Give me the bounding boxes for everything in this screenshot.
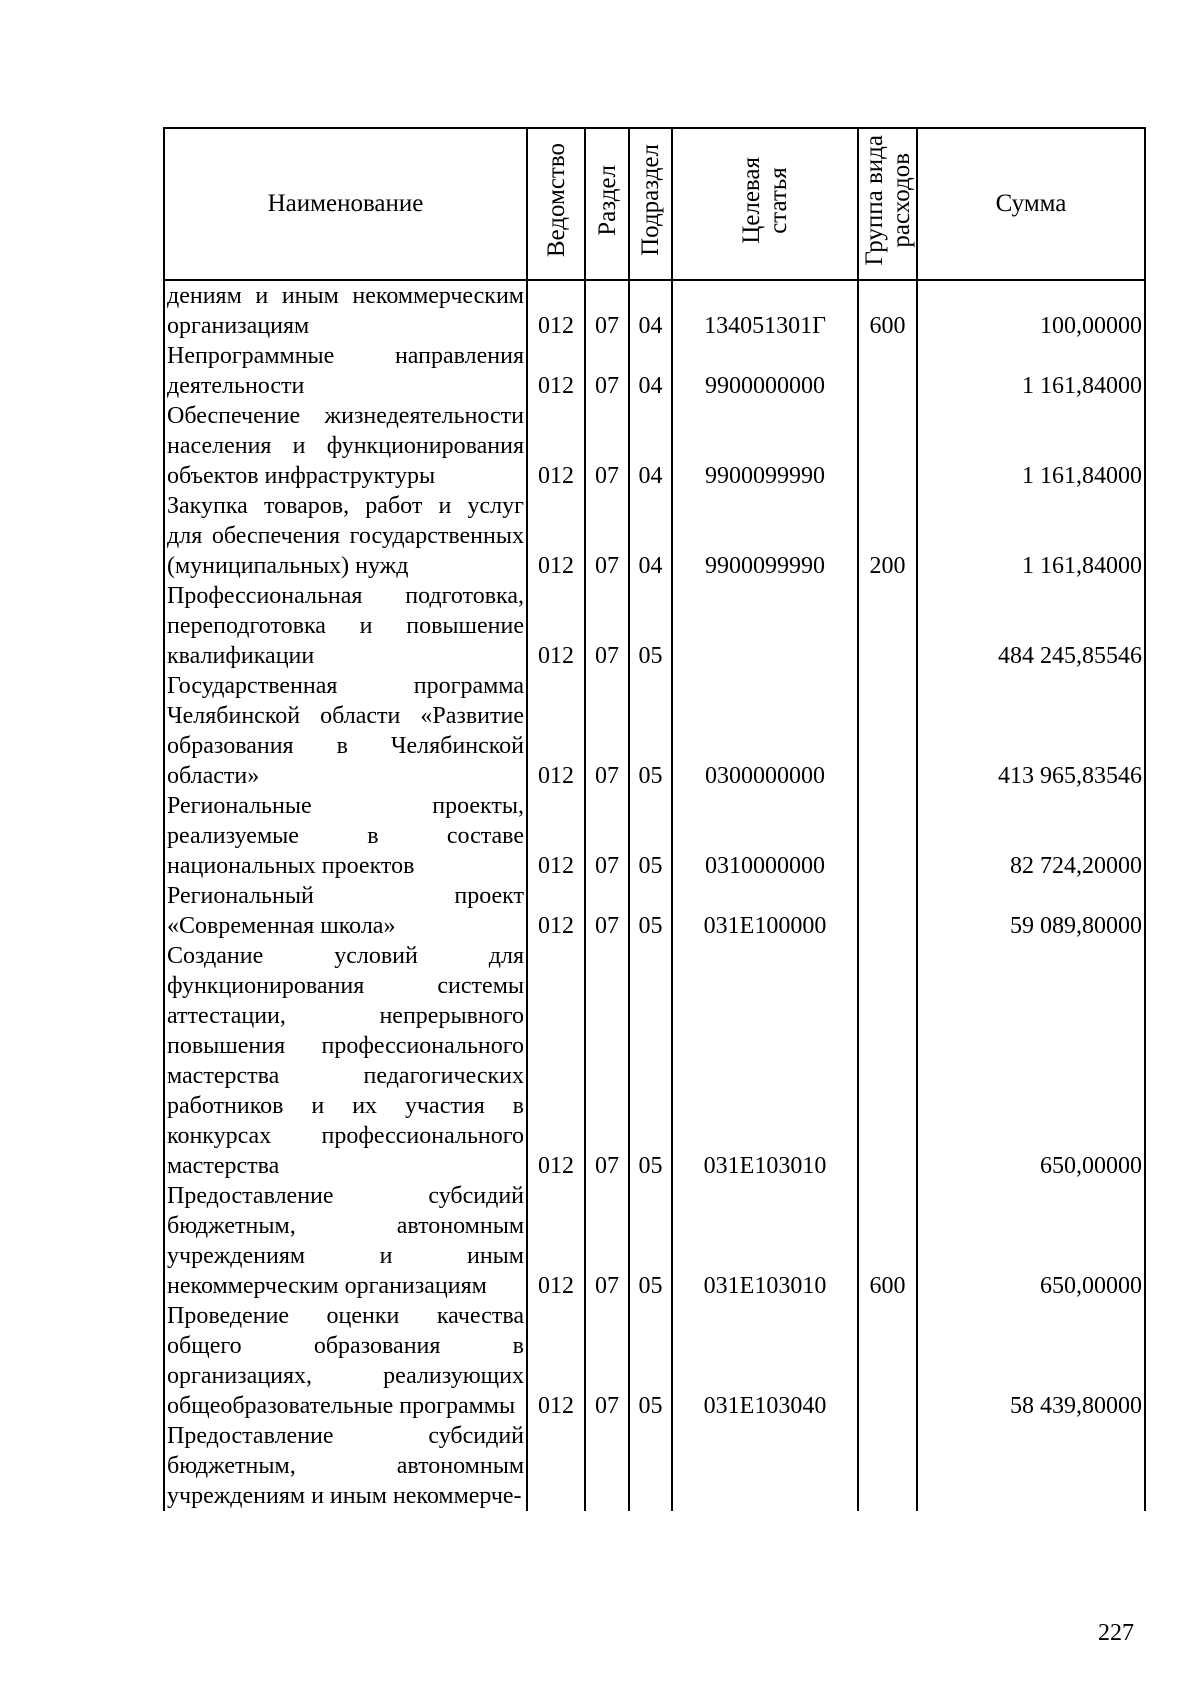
department-cell: 012	[527, 881, 585, 941]
name-cell: Закупка товаров, работ и услуг для обеспечения государственных (муниципальных) нужд	[164, 491, 527, 581]
name-cell: Профессиональная подготовка, переподготовка и повышение квалификации	[164, 581, 527, 671]
section-cell: 07	[585, 1301, 629, 1421]
department-cell: 012	[527, 671, 585, 791]
section-cell: 07	[585, 941, 629, 1181]
expense-group-cell: 600	[858, 1181, 917, 1301]
expense-group-cell	[858, 941, 917, 1181]
table-row	[164, 581, 1145, 671]
department-cell: 012	[527, 491, 585, 581]
name-cell: Непрограммные направления деятельности	[164, 341, 527, 401]
subsection-cell: 05	[629, 1181, 672, 1301]
expense-group-cell	[858, 401, 917, 491]
amount-cell: 1 161,84000	[917, 401, 1145, 491]
subsection-cell: 05	[629, 581, 672, 671]
expense-group-cell: 200	[858, 491, 917, 581]
expense-group-cell	[858, 881, 917, 941]
section-cell: 07	[585, 280, 629, 341]
expense-group-cell	[858, 1301, 917, 1421]
department-cell: 012	[527, 341, 585, 401]
header-target-article: Целевая статья	[672, 128, 858, 280]
expense-group-cell	[858, 791, 917, 881]
target-article-cell	[672, 581, 858, 671]
target-article-cell: 9900099990	[672, 491, 858, 581]
budget-table	[163, 127, 1146, 1511]
target-article-cell: 031E103040	[672, 1301, 858, 1421]
amount-cell: 82 724,20000	[917, 791, 1145, 881]
name-cell: Государственная программа Челябинской области «Развитие образования в Челябинской области»	[164, 671, 527, 791]
section-cell: 07	[585, 341, 629, 401]
name-cell: Создание условий для функционирования системы аттестации, непрерывного повышения профессионального мастерства педагогических работников и их участия в конкурсах профессионального мастерства	[164, 941, 527, 1181]
section-cell: 07	[585, 581, 629, 671]
target-article-cell: 0300000000	[672, 671, 858, 791]
name-cell: Предоставление субсидий бюджетным, автономным учреждениям и иным некоммерче-	[164, 1421, 527, 1511]
department-cell: 012	[527, 581, 585, 671]
table-row	[164, 1421, 1145, 1511]
expense-group-cell: 600	[858, 280, 917, 341]
section-cell: 07	[585, 671, 629, 791]
header-department: Ведомство	[527, 128, 585, 280]
department-cell: 012	[527, 1301, 585, 1421]
amount-cell: 100,00000	[917, 280, 1145, 341]
target-article-cell: 031E100000	[672, 881, 858, 941]
subsection-cell: 05	[629, 941, 672, 1181]
section-cell	[585, 1421, 629, 1511]
page-number: 227	[1098, 1620, 1134, 1646]
subsection-cell: 05	[629, 791, 672, 881]
header-expense-group: Группа вида расходов	[858, 128, 917, 280]
name-cell: Обеспечение жизнедеятельности населения и функционирования объектов инфраструктуры	[164, 401, 527, 491]
expense-group-cell	[858, 1421, 917, 1511]
target-article-cell: 031E103010	[672, 941, 858, 1181]
table-header	[164, 128, 1145, 280]
target-article-cell: 9900099990	[672, 401, 858, 491]
header-section: Раздел	[585, 128, 629, 280]
amount-cell: 484 245,85546	[917, 581, 1145, 671]
amount-cell: 58 439,80000	[917, 1301, 1145, 1421]
header-name: Наименование	[164, 128, 527, 280]
department-cell: 012	[527, 1181, 585, 1301]
amount-cell: 413 965,83546	[917, 671, 1145, 791]
department-cell: 012	[527, 941, 585, 1181]
amount-cell	[917, 1421, 1145, 1511]
subsection-cell: 04	[629, 401, 672, 491]
section-cell: 07	[585, 1181, 629, 1301]
subsection-cell: 04	[629, 280, 672, 341]
name-cell: дениям и иным некоммерческим организациям	[164, 280, 527, 341]
amount-cell: 1 161,84000	[917, 491, 1145, 581]
amount-cell: 59 089,80000	[917, 881, 1145, 941]
table-row	[164, 280, 1145, 341]
amount-cell: 650,00000	[917, 941, 1145, 1181]
header-amount: Сумма	[917, 128, 1145, 280]
table-body	[164, 280, 1145, 1511]
subsection-cell: 05	[629, 1301, 672, 1421]
amount-cell: 650,00000	[917, 1181, 1145, 1301]
table-row	[164, 791, 1145, 881]
name-cell: Проведение оценки качества общего образования в организациях, реализующих общеобразовательные программы	[164, 1301, 527, 1421]
table-row	[164, 671, 1145, 791]
section-cell: 07	[585, 791, 629, 881]
name-cell: Региональный проект «Современная школа»	[164, 881, 527, 941]
name-cell: Региональные проекты, реализуемые в составе национальных проектов	[164, 791, 527, 881]
table-row	[164, 401, 1145, 491]
subsection-cell: 04	[629, 491, 672, 581]
table-row	[164, 491, 1145, 581]
amount-cell: 1 161,84000	[917, 341, 1145, 401]
target-article-cell: 031E103010	[672, 1181, 858, 1301]
table-row	[164, 1301, 1145, 1421]
subsection-cell	[629, 1421, 672, 1511]
section-cell: 07	[585, 881, 629, 941]
expense-group-cell	[858, 581, 917, 671]
subsection-cell: 05	[629, 881, 672, 941]
subsection-cell: 04	[629, 341, 672, 401]
section-cell: 07	[585, 491, 629, 581]
section-cell: 07	[585, 401, 629, 491]
target-article-cell: 9900000000	[672, 341, 858, 401]
department-cell: 012	[527, 791, 585, 881]
subsection-cell: 05	[629, 671, 672, 791]
target-article-cell	[672, 1421, 858, 1511]
expense-group-cell	[858, 671, 917, 791]
table-row	[164, 881, 1145, 941]
table-row	[164, 1181, 1145, 1301]
target-article-cell: 0310000000	[672, 791, 858, 881]
expense-group-cell	[858, 341, 917, 401]
name-cell: Предоставление субсидий бюджетным, автономным учреждениям и иным некоммерческим организациям	[164, 1181, 527, 1301]
header-subsection: Подраздел	[629, 128, 672, 280]
department-cell: 012	[527, 401, 585, 491]
target-article-cell: 134051301Г	[672, 280, 858, 341]
department-cell: 012	[527, 280, 585, 341]
table-row	[164, 341, 1145, 401]
table-row	[164, 941, 1145, 1181]
department-cell	[527, 1421, 585, 1511]
